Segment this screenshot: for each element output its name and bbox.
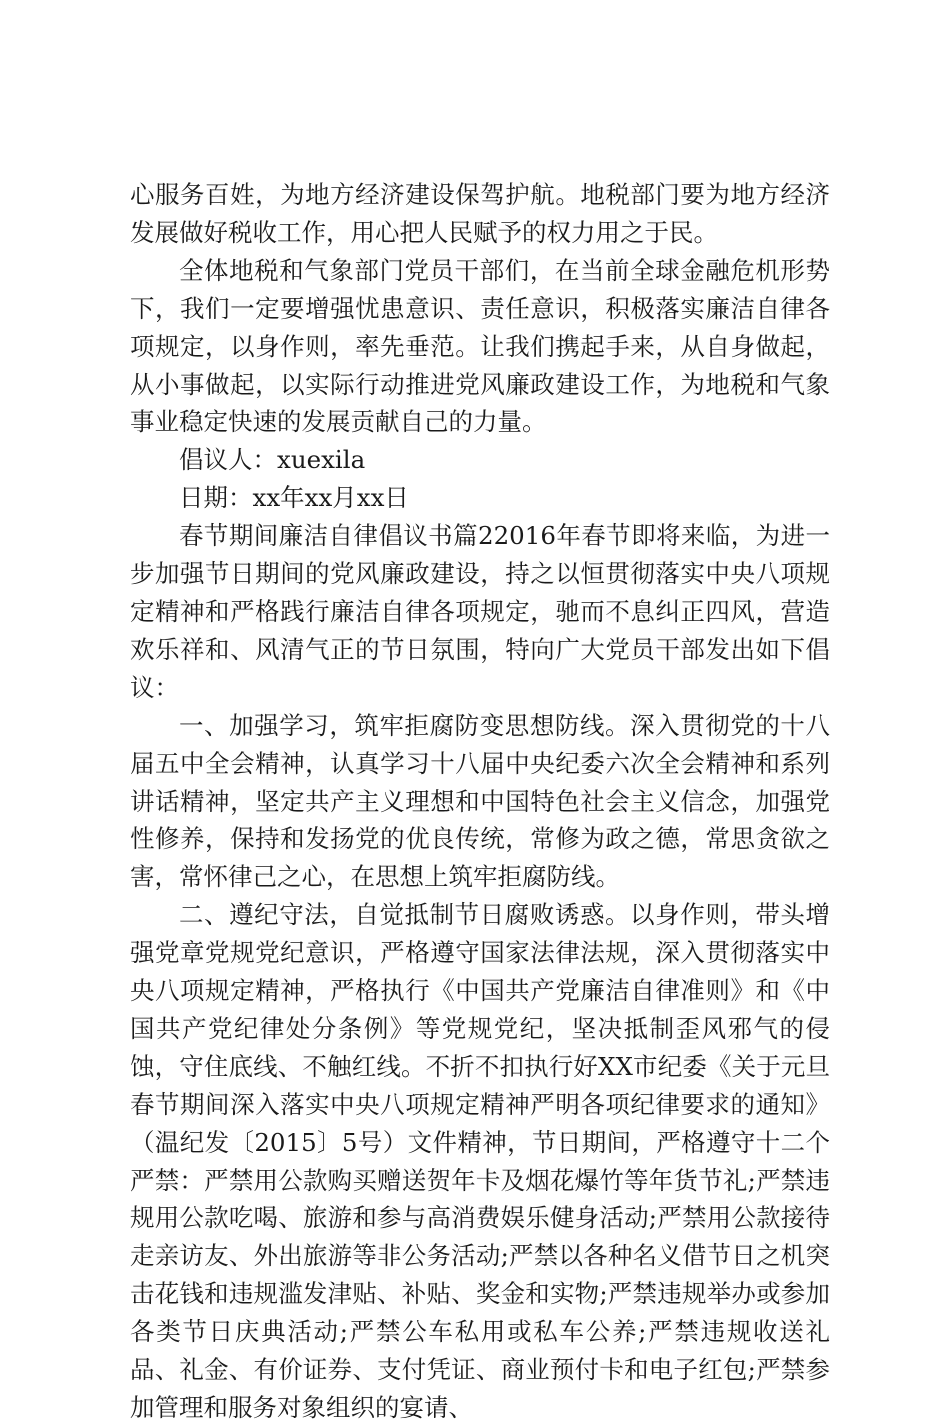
proposer-line: 倡议人：xuexila — [179, 445, 366, 475]
date-line: 日期：xx年xx月xx日 — [179, 483, 409, 513]
paragraph-1: 心服务百姓，为地方经济建设保驾护航。地税部门要为地方经济发展做好税收工作，用心把人民赋予的权力用之于民。 — [130, 180, 830, 247]
paragraph-point-1: 一、加强学习，筑牢拒腐防变思想防线。深入贯彻党的十八届五中全会精神，认真学习十八届中央纪委六次全会精神和系列讲话精神，坚定共产主义理想和中国特色社会主义信念，加强党性修养，保持和发扬党的优良传统，常修为政之德，常思贪欲之害，常怀律己之心，在思想上筑牢拒腐防线。 — [130, 710, 830, 892]
document-body — [130, 176, 830, 1427]
paragraph-intro-part2: 春节期间廉洁自律倡议书篇22016年春节即将来临，为进一步加强节日期间的党风廉政建设，持之以恒贯彻落实中央八项规定精神和严格践行廉洁自律各项规定，驰而不息纠正四风，营造欢乐祥和、风清气正的节日氛围，特向广大党员干部发出如下倡议： — [130, 521, 830, 702]
paragraph-2: 全体地税和气象部门党员干部们，在当前全球金融危机形势下，我们一定要增强忧患意识、责任意识，积极落实廉洁自律各项规定，以身作则，率先垂范。让我们携起手来，从自身做起，从小事做起，以实际行动推进党风廉政建设工作，为地税和气象事业稳定快速的发展贡献自己的力量。 — [130, 255, 830, 437]
paragraph-point-2: 二、遵纪守法，自觉抵制节日腐败诱惑。以身作则，带头增强党章党规党纪意识，严格遵守国家法律法规，深入贯彻落实中央八项规定精神，严格执行《中国共产党廉洁自律准则》和《中国共产党纪律处分条例》等党规党纪，坚决抵制歪风邪气的侵蚀，守住底线、不触红线。不折不扣执行好XX市纪委《关于元旦春节期间深入落实中央八项规定精神严明各项纪律要求的通知》（温纪发〔2015〕5号）文件精神，节日期间，严格遵守十二个严禁：严禁用公款购买赠送贺年卡及烟花爆竹等年货节礼;严禁违规用公款吃喝、旅游和参与高消费娱乐健身活动;严禁用公款接待走亲访友、外出旅游等非公务活动;严禁以各种名义借节日之机突击花钱和违规滥发津贴、补贴、奖金和实物;严禁违规举办或参加各类节日庆典活动;严禁公车私用或私车公养;严禁违规收送礼品、礼金、有价证券、支付凭证、商业预付卡和电子红包;严禁参加管理和服务对象组织的宴请、 — [130, 900, 830, 1422]
